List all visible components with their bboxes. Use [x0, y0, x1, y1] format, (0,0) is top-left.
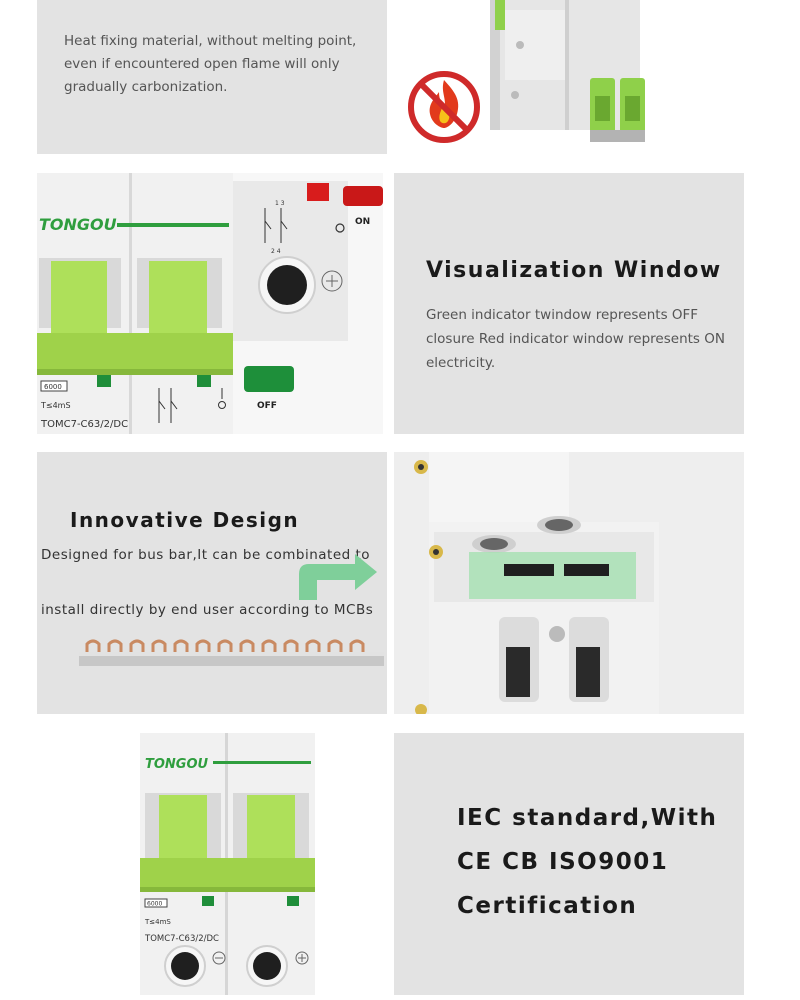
rating-label: 6000 [44, 383, 62, 391]
model-label: TOMC7-C63/2/DC [41, 419, 129, 430]
heat-resistance-image [395, 0, 725, 154]
innovative-design-text-line2: install directly by end user according to MCBs [41, 602, 374, 618]
rating-label-2: 6000 [147, 900, 163, 908]
svg-text:2 4: 2 4 [271, 248, 281, 255]
busbar-slot-image [394, 452, 744, 714]
trip-time-label-2: T≤4mS [145, 918, 171, 926]
model-label-2: TOMC7-C63/2/DC [145, 934, 219, 944]
svg-text:1 3: 1 3 [275, 200, 285, 207]
on-label: ON [355, 217, 371, 227]
trip-time-label: T≤4mS [41, 401, 71, 410]
heat-resistance-panel [37, 0, 387, 154]
arrow-icon [299, 554, 377, 600]
visualization-window-text: Green indicator twindow represents OFF closure Red indicator window represents ON electricity. [426, 307, 725, 371]
certification-line1: IEC standard,With [457, 805, 718, 831]
product-front-image [137, 733, 315, 995]
innovative-design-text-line1: Designed for bus bar,It can be combinated to [41, 547, 371, 563]
brand-logo-2: TONGOU [145, 757, 209, 772]
heat-resistance-text: Heat fixing material, without melting point, even if encountered open flame will only gradually carbonization. [64, 33, 357, 95]
off-label: OFF [257, 401, 277, 411]
certification-line3: Certification [457, 893, 638, 919]
certification-line2: CE CB ISO9001 [457, 849, 669, 875]
visualization-window-image [37, 173, 383, 434]
visualization-window-title: Visualization Window [426, 258, 722, 283]
innovative-design-panel [37, 452, 387, 714]
no-fire-icon [411, 74, 477, 140]
certification-panel [394, 733, 744, 995]
visualization-window-panel [394, 173, 744, 434]
innovative-design-title: Innovative Design [70, 508, 300, 532]
brand-logo: TONGOU [39, 215, 117, 234]
